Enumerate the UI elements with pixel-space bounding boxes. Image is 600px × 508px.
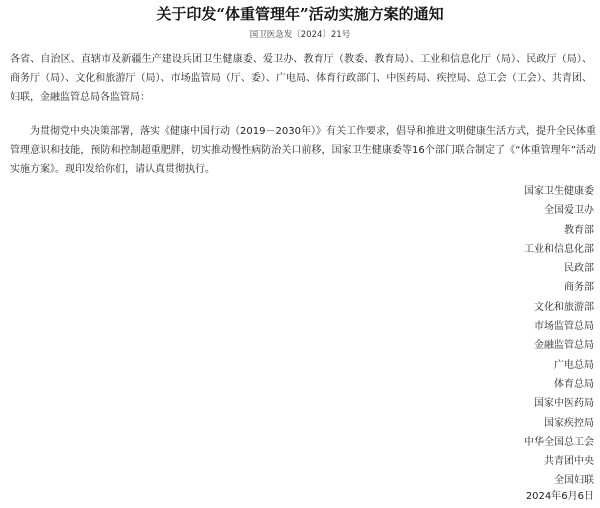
signatory: 体育总局 (554, 378, 594, 390)
signatory: 全国爱卫办 (544, 205, 594, 217)
signatory: 商务部 (564, 282, 594, 294)
signatory: 全国妇联 (554, 475, 594, 487)
signatory: 国家疾控局 (544, 417, 594, 429)
signatory: 民政部 (564, 263, 594, 275)
signatory: 文化和旅游部 (534, 301, 594, 313)
document-number: 国卫医急发〔2024〕21号 (249, 30, 351, 40)
signatory: 中华全国总工会 (524, 436, 594, 448)
document-title: 关于印发“体重管理年”活动实施方案的通知 (156, 5, 444, 23)
signatory: 教育部 (564, 224, 594, 236)
signatory: 广电总局 (554, 359, 594, 371)
signatory: 工业和信息化部 (524, 243, 594, 255)
signatory: 国家卫生健康委 (524, 186, 594, 197)
signatory: 共青团中央 (544, 456, 594, 468)
body-paragraph: 为贯彻党中央决策部署，落实《健康中国行动（2019－2030年）》有关工作要求，倡导和推进文明健康生活方式，提升全民体重管理意识和技能，预防和控制超重肥胖，切实推动慢性病防治关口前移，国家卫生健康委等16个部门联合制定了《“体重管理年”活动实施方案》。现印发给你们，请认真贯彻执行。 (10, 126, 596, 175)
signatory: 金融监管总局 (534, 340, 594, 352)
signatory-list (294, 182, 594, 491)
issue-date: 2024年6月6日 (525, 491, 594, 502)
signatory: 国家中医药局 (534, 398, 594, 410)
signatory: 市场监管总局 (534, 321, 594, 333)
addressee-paragraph: 各省、自治区、直辖市及新疆生产建设兵团卫生健康委、爱卫办、教育厅（教委、教育局）、工业和信息化厅（局）、民政厅（局）、商务厅（局）、文化和旅游厅（局）、市场监管局（厅、委）、广电局、体育行政部门、中医药局、疾控局、总工会（工会）、共青团、妇联，金融监管总局各监管局： (10, 54, 592, 103)
